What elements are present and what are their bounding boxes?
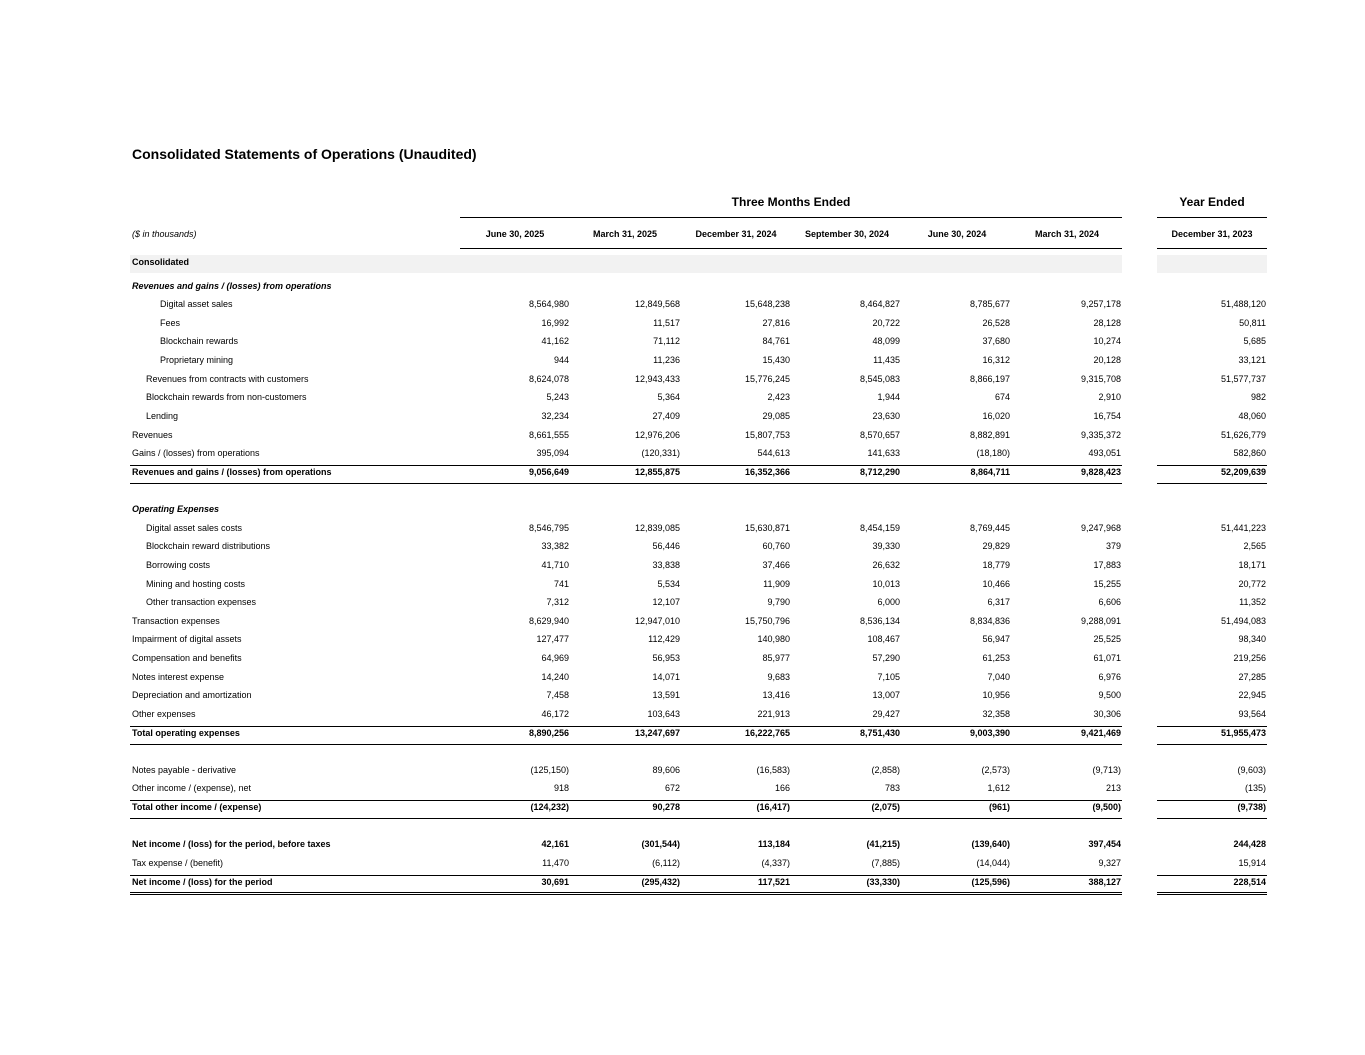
- row-value: 8,882,891: [969, 430, 1010, 440]
- row-value: 9,790: [767, 597, 790, 607]
- row-value: 10,274: [1093, 336, 1121, 346]
- row-value: 7,458: [546, 690, 569, 700]
- row-value: 29,085: [762, 411, 790, 421]
- row-value: 5,534: [657, 579, 680, 589]
- row-value: 9,288,091: [1080, 616, 1121, 626]
- header-rule-three-months: [460, 248, 1122, 249]
- column-header-jun-2025: June 30, 2025: [485, 229, 545, 239]
- row-label: Net income / (loss) for the period, before taxes: [132, 839, 331, 849]
- row-value: 13,416: [762, 690, 790, 700]
- row-value: 22,945: [1238, 690, 1266, 700]
- row-value: 61,253: [982, 653, 1010, 663]
- row-value: (961): [988, 802, 1010, 812]
- row-value: 20,722: [872, 318, 900, 328]
- row-value: 15,914: [1238, 858, 1266, 868]
- table-row: [0, 670, 1365, 688]
- row-value: 98,340: [1238, 634, 1266, 644]
- row-value: 783: [884, 783, 900, 793]
- table-row: [0, 614, 1365, 632]
- row-value: 9,683: [767, 672, 790, 682]
- row-value: 12,839,085: [634, 523, 680, 533]
- row-value: 33,382: [541, 541, 569, 551]
- row-value: 213: [1105, 783, 1121, 793]
- row-value: 918: [553, 783, 569, 793]
- row-label: Transaction expenses: [132, 616, 220, 626]
- row-value: 7,040: [987, 672, 1010, 682]
- row-value: 8,712,290: [859, 467, 900, 477]
- row-value: (4,337): [761, 858, 790, 868]
- table-row: [0, 428, 1365, 446]
- row-value: 11,909: [763, 579, 790, 589]
- row-label: Notes payable - derivative: [132, 765, 237, 775]
- row-value: 39,330: [872, 541, 900, 551]
- row-value: 56,947: [982, 634, 1010, 644]
- row-label: Digital asset sales: [160, 299, 233, 309]
- table-row: [0, 837, 1365, 855]
- row-label: Gains / (losses) from operations: [132, 448, 260, 458]
- row-value: 85,977: [762, 653, 790, 663]
- row-value: 379: [1105, 541, 1121, 551]
- row-value: 7,312: [546, 597, 569, 607]
- row-value: 17,883: [1093, 560, 1121, 570]
- row-value: 108,467: [867, 634, 900, 644]
- row-value: 8,536,134: [859, 616, 900, 626]
- row-value: 18,779: [982, 560, 1010, 570]
- row-value: 10,956: [982, 690, 1010, 700]
- row-value: (18,180): [976, 448, 1010, 458]
- row-label: Total other income / (expense): [132, 802, 262, 812]
- table-row: [0, 446, 1365, 464]
- table-row: [0, 372, 1365, 390]
- row-value: 29,829: [982, 541, 1010, 551]
- row-value: (301,544): [641, 839, 680, 849]
- row-value: (139,640): [971, 839, 1010, 849]
- row-label: Consolidated: [132, 257, 190, 267]
- row-value: (295,432): [641, 877, 680, 887]
- row-value: 219,256: [1233, 653, 1266, 663]
- row-value: 11,236: [653, 355, 680, 365]
- row-value: 8,464,827: [859, 299, 900, 309]
- row-value: 8,834,836: [969, 616, 1010, 626]
- table-row: [0, 577, 1365, 595]
- row-value: 18,171: [1238, 560, 1266, 570]
- table-row: [0, 632, 1365, 650]
- row-value: 672: [664, 783, 680, 793]
- row-value: 6,976: [1098, 672, 1121, 682]
- row-value: 8,629,940: [528, 616, 569, 626]
- row-value: 33,838: [652, 560, 680, 570]
- row-value: (135): [1244, 783, 1266, 793]
- table-row: [0, 726, 1365, 744]
- row-value: 8,769,445: [969, 523, 1010, 533]
- row-value: 51,494,083: [1220, 616, 1266, 626]
- row-value: (6,112): [652, 858, 680, 868]
- row-value: 52,209,639: [1220, 467, 1266, 477]
- row-value: 395,094: [536, 448, 569, 458]
- row-value: 11,435: [873, 355, 900, 365]
- row-value: (120,331): [641, 448, 680, 458]
- table-row: [0, 390, 1365, 408]
- group-rule-year: [1157, 217, 1267, 218]
- row-value: 7,105: [877, 672, 900, 682]
- row-value: 221,913: [757, 709, 790, 719]
- row-value: 244,428: [1233, 839, 1266, 849]
- row-value: 8,564,980: [528, 299, 569, 309]
- row-value: 51,955,473: [1220, 728, 1266, 738]
- row-value: 15,430: [762, 355, 790, 365]
- row-value: 64,969: [541, 653, 569, 663]
- row-value: (125,596): [971, 877, 1010, 887]
- row-value: 5,364: [657, 392, 680, 402]
- row-value: 57,290: [872, 653, 900, 663]
- row-value: 16,312: [982, 355, 1010, 365]
- row-value: 16,020: [982, 411, 1010, 421]
- row-value: 11,352: [1239, 597, 1266, 607]
- row-value: (14,044): [976, 858, 1010, 868]
- row-value: 13,007: [872, 690, 900, 700]
- row-value: 41,162: [541, 336, 569, 346]
- row-value: 32,358: [982, 709, 1010, 719]
- row-value: (2,573): [981, 765, 1010, 775]
- row-value: 15,776,245: [744, 374, 790, 384]
- row-value: (16,417): [756, 802, 790, 812]
- row-value: 2,910: [1098, 392, 1121, 402]
- row-value: 8,661,555: [528, 430, 569, 440]
- row-value: 8,546,795: [528, 523, 569, 533]
- row-label: Digital asset sales costs: [146, 523, 243, 533]
- table-row: [0, 800, 1365, 818]
- table-row: [0, 856, 1365, 874]
- row-value: 12,849,568: [634, 299, 680, 309]
- row-label: Revenues and gains / (losses) from operations: [132, 467, 332, 477]
- row-value: 982: [1250, 392, 1266, 402]
- total-bottom-rule: [1157, 818, 1267, 819]
- row-value: 5,243: [546, 392, 569, 402]
- total-top-rule: [1157, 800, 1267, 801]
- grand-total-double-rule: [1157, 892, 1267, 895]
- row-value: 12,943,433: [634, 374, 680, 384]
- row-value: 13,247,697: [634, 728, 680, 738]
- row-value: 42,161: [541, 839, 569, 849]
- row-value: 15,255: [1093, 579, 1121, 589]
- row-value: (2,858): [871, 765, 900, 775]
- row-value: (9,603): [1237, 765, 1266, 775]
- row-value: 14,240: [541, 672, 569, 682]
- row-value: 8,624,078: [528, 374, 569, 384]
- table-row: [0, 316, 1365, 334]
- row-value: 10,466: [982, 579, 1010, 589]
- column-header-mar-2024: March 31, 2024: [1034, 229, 1100, 239]
- row-value: 103,643: [647, 709, 680, 719]
- row-value: 127,477: [536, 634, 569, 644]
- row-label: Fees: [160, 318, 181, 328]
- row-value: (41,215): [866, 839, 900, 849]
- row-label: Net income / (loss) for the period: [132, 877, 273, 887]
- table-row: [0, 558, 1365, 576]
- table-row: [0, 875, 1365, 893]
- row-value: 12,855,875: [634, 467, 680, 477]
- row-value: 20,128: [1093, 355, 1121, 365]
- row-value: 26,632: [872, 560, 900, 570]
- row-value: 56,446: [652, 541, 680, 551]
- total-top-rule: [130, 875, 1122, 876]
- row-value: 27,409: [652, 411, 680, 421]
- row-value: 41,710: [541, 560, 569, 570]
- total-bottom-rule: [1157, 483, 1267, 484]
- row-value: (33,330): [866, 877, 900, 887]
- group-header-year-ended: Year Ended: [1179, 195, 1245, 209]
- row-value: 11,470: [542, 858, 569, 868]
- row-value: (9,713): [1092, 765, 1121, 775]
- row-value: 8,751,430: [859, 728, 900, 738]
- row-value: 26,528: [982, 318, 1010, 328]
- row-value: 20,772: [1238, 579, 1266, 589]
- row-label: Mining and hosting costs: [146, 579, 246, 589]
- table-row: [0, 688, 1365, 706]
- row-value: 397,454: [1088, 839, 1121, 849]
- table-row: [0, 539, 1365, 557]
- row-value: (7,885): [871, 858, 900, 868]
- total-top-rule: [1157, 875, 1267, 876]
- row-value: 6,317: [987, 597, 1010, 607]
- row-value: 93,564: [1238, 709, 1266, 719]
- table-row: [0, 502, 1365, 520]
- table-row: [0, 595, 1365, 613]
- row-value: 11,517: [653, 318, 680, 328]
- total-top-rule: [1157, 465, 1267, 466]
- row-value: 8,866,197: [969, 374, 1010, 384]
- header-rule-year: [1157, 248, 1267, 249]
- row-value: 112,429: [648, 634, 680, 644]
- row-value: 141,633: [867, 448, 900, 458]
- row-value: 12,107: [652, 597, 680, 607]
- row-label: Proprietary mining: [160, 355, 234, 365]
- row-value: 9,500: [1098, 690, 1121, 700]
- row-value: 166: [774, 783, 790, 793]
- row-value: (9,738): [1237, 802, 1266, 812]
- row-label: Lending: [146, 411, 179, 421]
- total-top-rule: [130, 726, 1122, 727]
- row-value: (16,583): [756, 765, 790, 775]
- column-header-sep-2024: September 30, 2024: [804, 229, 890, 239]
- row-value: 89,606: [652, 765, 680, 775]
- row-value: 544,613: [757, 448, 790, 458]
- row-value: 51,626,779: [1220, 430, 1266, 440]
- table-row: [0, 521, 1365, 539]
- row-value: 9,828,423: [1080, 467, 1121, 477]
- row-value: 944: [553, 355, 569, 365]
- table-row: [0, 707, 1365, 725]
- row-value: 28,128: [1093, 318, 1121, 328]
- table-row: [0, 763, 1365, 781]
- row-value: 37,466: [762, 560, 790, 570]
- row-value: 27,816: [762, 318, 790, 328]
- row-label: Revenues from contracts with customers: [146, 374, 309, 384]
- row-value: 493,051: [1088, 448, 1121, 458]
- row-value: 117,521: [757, 877, 790, 887]
- row-value: 9,421,469: [1080, 728, 1121, 738]
- row-value: 15,750,796: [744, 616, 790, 626]
- row-value: 6,000: [877, 597, 900, 607]
- row-value: 71,112: [653, 336, 680, 346]
- row-value: 8,570,657: [859, 430, 900, 440]
- row-value: 16,992: [541, 318, 569, 328]
- total-top-rule: [130, 800, 1122, 801]
- column-header-jun-2024: June 30, 2024: [927, 229, 987, 239]
- row-value: 23,630: [872, 411, 900, 421]
- row-value: 9,335,372: [1080, 430, 1121, 440]
- row-value: 12,976,206: [634, 430, 680, 440]
- row-value: 15,630,871: [744, 523, 790, 533]
- row-value: 674: [994, 392, 1010, 402]
- row-value: 8,785,677: [969, 299, 1010, 309]
- row-value: 48,060: [1238, 411, 1266, 421]
- row-value: 16,352,366: [744, 467, 790, 477]
- grand-total-double-rule: [130, 892, 1122, 895]
- row-label: Total operating expenses: [132, 728, 240, 738]
- row-value: (2,075): [871, 802, 900, 812]
- row-value: 51,441,223: [1220, 523, 1266, 533]
- total-top-rule: [1157, 726, 1267, 727]
- row-label: Operating Expenses: [132, 504, 220, 514]
- row-value: 228,514: [1233, 877, 1266, 887]
- row-value: 9,056,649: [528, 467, 569, 477]
- table-row: [0, 781, 1365, 799]
- row-value: 2,423: [767, 392, 790, 402]
- row-label: Impairment of digital assets: [132, 634, 242, 644]
- row-value: 1,944: [877, 392, 900, 402]
- group-rule-three-months: [460, 217, 1122, 218]
- units-label: ($ in thousands): [132, 229, 197, 239]
- row-value: 9,247,968: [1080, 523, 1121, 533]
- row-value: 9,257,178: [1080, 299, 1121, 309]
- row-value: 56,953: [652, 653, 680, 663]
- row-label: Other transaction expenses: [146, 597, 257, 607]
- row-value: 10,013: [872, 579, 900, 589]
- row-value: 15,648,238: [744, 299, 790, 309]
- column-header-mar-2025: March 31, 2025: [592, 229, 658, 239]
- row-value: 8,545,083: [859, 374, 900, 384]
- row-value: 9,003,390: [969, 728, 1010, 738]
- column-header-dec-2023: December 31, 2023: [1171, 229, 1253, 239]
- row-value: 30,691: [541, 877, 569, 887]
- row-label: Other expenses: [132, 709, 196, 719]
- row-value: 51,577,737: [1220, 374, 1266, 384]
- row-label: Other income / (expense), net: [132, 783, 252, 793]
- table-row: [0, 409, 1365, 427]
- row-label: Depreciation and amortization: [132, 690, 252, 700]
- row-value: 13,591: [652, 690, 680, 700]
- total-top-rule: [130, 465, 1122, 466]
- row-value: 140,980: [757, 634, 790, 644]
- row-label: Tax expense / (benefit): [132, 858, 224, 868]
- total-bottom-rule: [130, 483, 1122, 484]
- row-value: 16,222,765: [744, 728, 790, 738]
- row-value: 2,565: [1243, 541, 1266, 551]
- row-value: 12,947,010: [634, 616, 680, 626]
- page-title: Consolidated Statements of Operations (Unaudited): [132, 146, 477, 162]
- table-row: [0, 465, 1365, 483]
- total-bottom-rule: [130, 744, 1122, 745]
- row-value: 48,099: [872, 336, 900, 346]
- row-value: 582,860: [1233, 448, 1266, 458]
- row-value: 51,488,120: [1220, 299, 1266, 309]
- row-value: 61,071: [1093, 653, 1121, 663]
- row-value: 90,278: [652, 802, 680, 812]
- table-row: [0, 651, 1365, 669]
- row-value: 27,285: [1238, 672, 1266, 682]
- row-value: (124,232): [530, 802, 569, 812]
- row-value: 46,172: [541, 709, 569, 719]
- row-value: 6,606: [1098, 597, 1121, 607]
- row-value: 32,234: [541, 411, 569, 421]
- row-value: 50,811: [1239, 318, 1266, 328]
- row-label: Blockchain rewards from non-customers: [146, 392, 307, 402]
- row-value: 33,121: [1238, 355, 1266, 365]
- row-value: 113,184: [757, 839, 790, 849]
- row-value: 29,427: [872, 709, 900, 719]
- table-row: [0, 255, 1365, 273]
- row-label: Notes interest expense: [132, 672, 225, 682]
- group-header-three-months: Three Months Ended: [731, 195, 851, 209]
- total-bottom-rule: [1157, 744, 1267, 745]
- row-label: Revenues and gains / (losses) from operations: [132, 281, 332, 291]
- table-row: [0, 353, 1365, 371]
- row-value: 84,761: [762, 336, 790, 346]
- row-value: 5,685: [1243, 336, 1266, 346]
- row-value: 1,612: [987, 783, 1010, 793]
- row-value: 388,127: [1088, 877, 1121, 887]
- row-label: Blockchain rewards: [160, 336, 239, 346]
- row-value: 8,454,159: [859, 523, 900, 533]
- table-row: [0, 334, 1365, 352]
- row-label: Revenues: [132, 430, 173, 440]
- total-bottom-rule: [130, 818, 1122, 819]
- row-value: 9,315,708: [1080, 374, 1121, 384]
- row-value: 60,760: [762, 541, 790, 551]
- row-label: Borrowing costs: [146, 560, 211, 570]
- row-value: 741: [553, 579, 569, 589]
- row-value: 16,754: [1093, 411, 1121, 421]
- row-value: 9,327: [1098, 858, 1121, 868]
- column-header-dec-2024: December 31, 2024: [695, 229, 777, 239]
- row-value: (125,150): [530, 765, 569, 775]
- row-value: 8,890,256: [528, 728, 569, 738]
- row-value: (9,500): [1092, 802, 1121, 812]
- row-value: 25,525: [1093, 634, 1121, 644]
- row-label: Compensation and benefits: [132, 653, 242, 663]
- row-value: 14,071: [652, 672, 680, 682]
- row-value: 37,680: [982, 336, 1010, 346]
- row-value: 30,306: [1093, 709, 1121, 719]
- table-row: [0, 279, 1365, 297]
- row-value: 8,864,711: [970, 467, 1010, 477]
- table-row: [0, 297, 1365, 315]
- row-value: 15,807,753: [744, 430, 790, 440]
- row-label: Blockchain reward distributions: [146, 541, 271, 551]
